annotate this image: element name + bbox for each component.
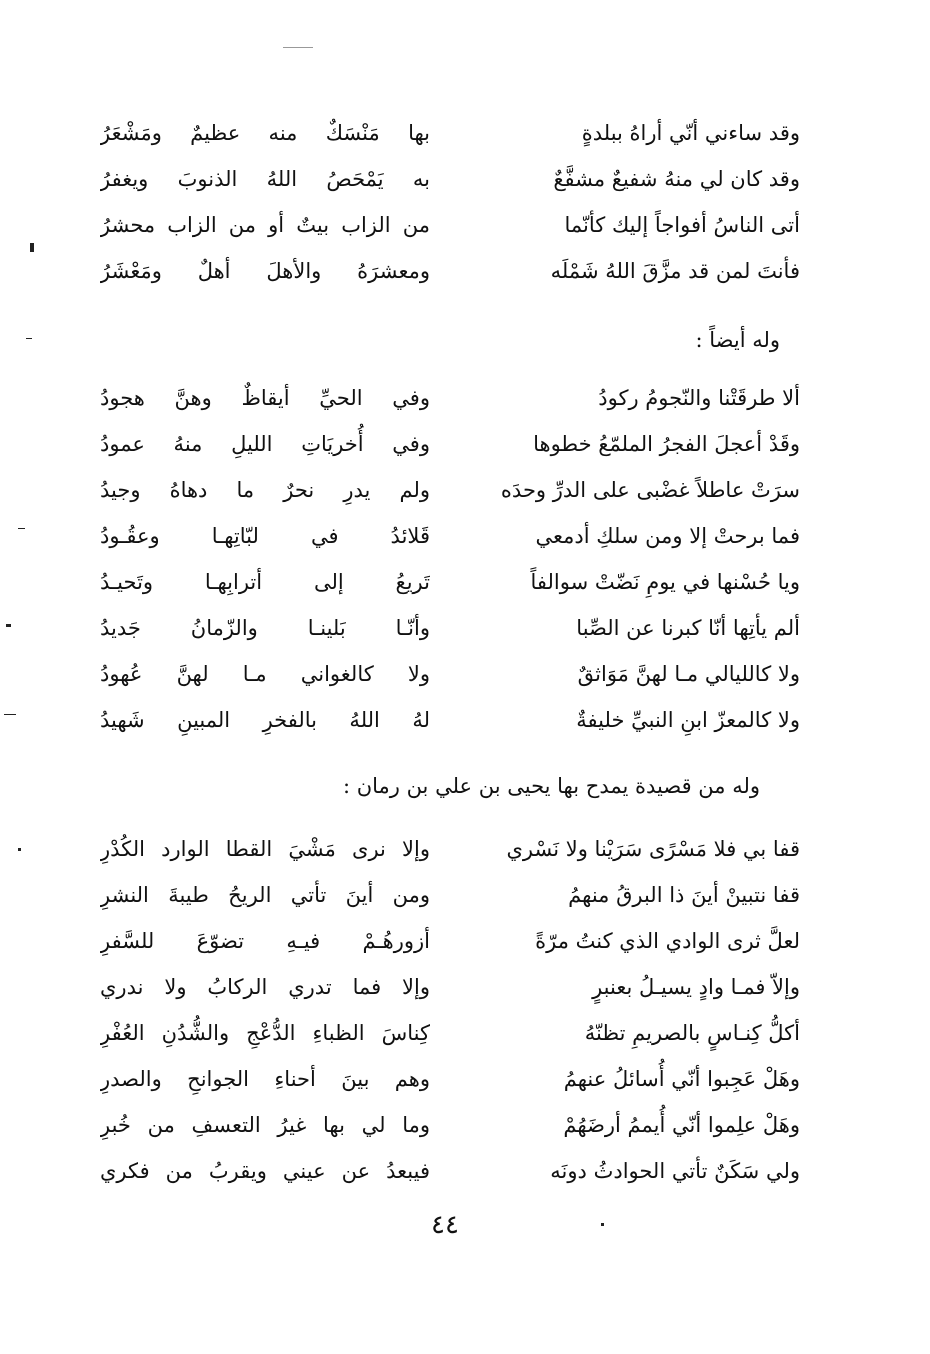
verse bbox=[100, 605, 800, 651]
first-hemistich: ولا كالليالي مـا لهنَّ مَوَاثقٌ bbox=[577, 662, 800, 686]
scan-speck bbox=[4, 714, 16, 715]
verse bbox=[100, 872, 800, 918]
verse bbox=[100, 697, 800, 743]
second-hemistich: وفي الحيِّ أيقاظٌ وهنَّ هجودُ bbox=[100, 386, 430, 410]
verse bbox=[100, 651, 800, 697]
first-hemistich: فما برحتْ إلا ومن سلكِ أدمعي bbox=[535, 524, 800, 548]
second-hemistich: أزورهُـمْ فيـهِ تضوّعَ للسَّفرِ bbox=[100, 929, 430, 953]
section-heading: وله من قصيدة يمدح بها يحيى بن علي بن رمان : bbox=[342, 774, 760, 798]
scan-speck bbox=[6, 624, 11, 627]
verse bbox=[100, 1148, 800, 1194]
second-hemistich: لهُ اللهُ بالفخرِ المبينِ شَهيدُ bbox=[100, 708, 430, 732]
first-hemistich: وإلاّ فمـا وادٍ يسيـلُ بعنبرٍ bbox=[592, 975, 800, 999]
second-hemistich: قَلائدُ في لبّاتِهـا وعقُـودُ bbox=[100, 524, 430, 548]
verse bbox=[100, 110, 800, 156]
first-hemistich: وقد كان لي منهُ شفيعٌ مشفَّعٌ bbox=[553, 167, 800, 191]
first-hemistich: وقد ساءني أنّي أراهُ ببلدةٍ bbox=[581, 121, 800, 145]
first-hemistich: وهَلْ عَجِبوا أنّي أُسائلُ عنهمُ bbox=[563, 1067, 800, 1091]
scan-speck bbox=[601, 1223, 604, 1226]
first-hemistich: ولي سَكَنٌ تأتي الحوادثُ دونَه bbox=[550, 1159, 800, 1183]
verse bbox=[100, 1010, 800, 1056]
second-hemistich: تَريعُ إلى أترابِهـا وتَحيـدُ bbox=[100, 570, 430, 594]
first-hemistich: سرَتْ عاطلاً غضْبى على الدرِّ وحدَه bbox=[500, 478, 800, 502]
page-number: ٤٤ bbox=[431, 1210, 459, 1240]
first-hemistich: قفا نتبينْ أينَ ذا البرقُ منهمُ bbox=[568, 883, 800, 907]
first-hemistich: ألم يأتِها أنّا كبرنا عن الصِّبا bbox=[576, 616, 800, 640]
verse bbox=[100, 1056, 800, 1102]
second-hemistich: وفي أُخريَاتِ الليلِ منهُ عمودُ bbox=[100, 432, 430, 456]
verse bbox=[100, 826, 800, 872]
verse bbox=[100, 467, 800, 513]
verse bbox=[100, 375, 800, 421]
poem-block-2 bbox=[100, 375, 800, 743]
second-hemistich: ولا كالغواني مـا لهنَّ عُهودُ bbox=[100, 662, 430, 686]
second-hemistich: وما لي بها غيرُ التعسفِ من خُبرِ bbox=[100, 1113, 430, 1137]
verse bbox=[100, 421, 800, 467]
top-rule bbox=[283, 47, 313, 48]
poem-block-1 bbox=[100, 110, 800, 294]
verse bbox=[100, 964, 800, 1010]
first-hemistich: ويا حُسْنها في يومِ نَضّتْ سوالفاً bbox=[530, 570, 800, 594]
scan-speck bbox=[18, 848, 21, 851]
verse bbox=[100, 559, 800, 605]
second-hemistich: وإلا نرى مَشْيَ القطا الوارد الكُدْرِ bbox=[100, 837, 430, 861]
second-hemistich: وإلا فما تدري الركابُ ولا ندري bbox=[100, 975, 430, 999]
verse bbox=[100, 248, 800, 294]
scan-speck bbox=[30, 243, 34, 252]
second-hemistich: من الزاب بيتٌ أو من الزاب محشرُ bbox=[100, 213, 430, 237]
section-heading: وله أيضاً : bbox=[695, 328, 780, 352]
second-hemistich: وأنّـا بَلينـا والزّمانُ جَديدُ bbox=[100, 616, 430, 640]
first-hemistich: أتى الناسُ أفواجاً إليك كأنّما bbox=[564, 213, 800, 237]
second-hemistich: فيبعدُ عن عيني ويقربُ من فكري bbox=[100, 1159, 430, 1183]
scan-speck bbox=[18, 528, 25, 529]
first-hemistich: ألا طرقَتْنا والنّجومُ ركودُ bbox=[598, 386, 800, 410]
second-hemistich: ولم يدرِ نحرٌ ما دهاهُ وجيدُ bbox=[100, 478, 430, 502]
poem-block-3 bbox=[100, 826, 800, 1194]
second-hemistich: به يَمْحَصُ اللهُ الذنوبَ ويغفرُ bbox=[100, 167, 430, 191]
scan-speck bbox=[26, 338, 32, 339]
first-hemistich: ولا كالمعزّ ابنِ النبيِّ خليفةٌ bbox=[576, 708, 800, 732]
first-hemistich: قفا بي فلا مَسْرًى سَرَيْنا ولا نَسْري bbox=[506, 837, 800, 861]
first-hemistich: أكلُّ كِنـاسٍ بالصريمِ تظنّهُ bbox=[584, 1021, 800, 1045]
verse bbox=[100, 513, 800, 559]
first-hemistich: وقَدْ أعجلَ الفجرُ الملمّعُ خطوها bbox=[533, 432, 800, 456]
verse bbox=[100, 156, 800, 202]
first-hemistich: فأنتَ لمن قد مزَّقَ اللهُ شَمْلَه bbox=[550, 259, 800, 283]
verse bbox=[100, 918, 800, 964]
first-hemistich: وهَلْ علِموا أنّي أُيممُ أرضَهُمْ bbox=[563, 1113, 800, 1137]
first-hemistich: لعلَّ ثرى الوادي الذي كنتُ مرّةً bbox=[535, 929, 800, 953]
verse bbox=[100, 1102, 800, 1148]
verse bbox=[100, 202, 800, 248]
second-hemistich: وهم بينَ أحناءِ الجوانحِ والصدرِ bbox=[100, 1067, 430, 1091]
second-hemistich: ومن أينَ تأتي الريحُ طيبةَ النشرِ bbox=[100, 883, 430, 907]
second-hemistich: بها مَنْسَكٌ منه عظيمٌ ومَشْعَرُ bbox=[100, 121, 430, 145]
second-hemistich: كِناسَ الظباءِ الدُّعْجِ والشُّدُنِ العُفْرِ bbox=[100, 1021, 430, 1045]
second-hemistich: ومعشرَهُ والأهلَ أهلٌ ومَعْشَرُ bbox=[100, 259, 430, 283]
